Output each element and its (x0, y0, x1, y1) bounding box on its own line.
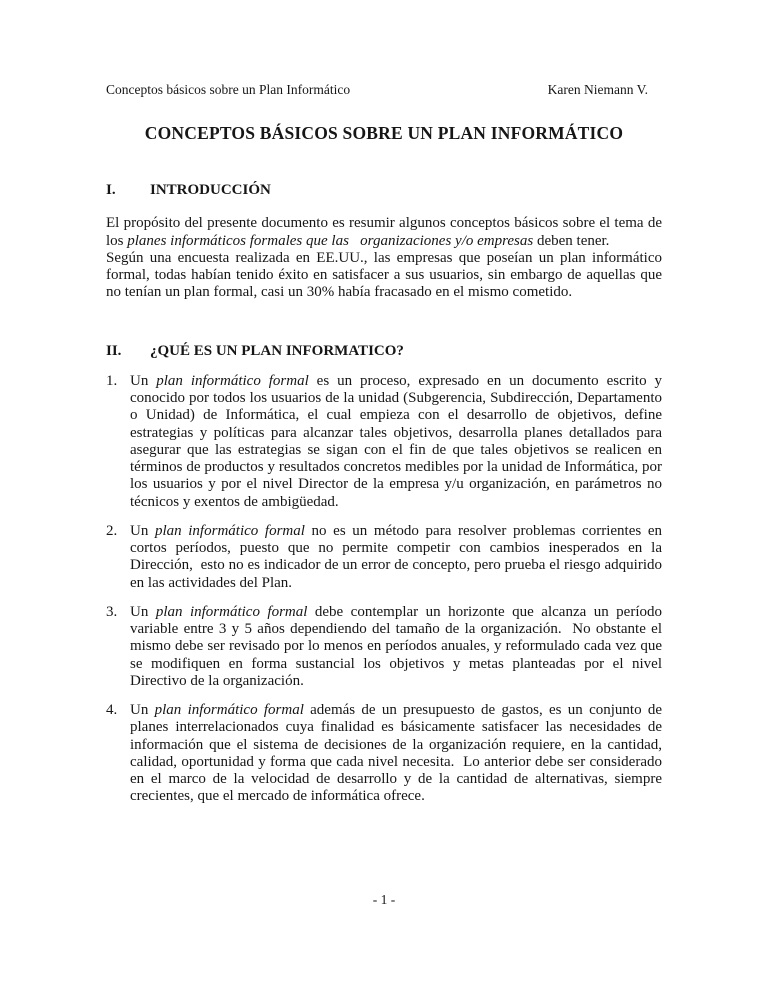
section-number: I. (106, 182, 116, 198)
numbered-item-2 (106, 523, 662, 592)
section-heading-que-es (106, 343, 662, 360)
running-header-title: Conceptos básicos sobre un Plan Informático (106, 82, 351, 97)
running-header-author: Karen Niemann V. (547, 82, 648, 97)
item-number: 4. (106, 702, 118, 718)
document-title: CONCEPTOS BÁSICOS SOBRE UN PLAN INFORMÁTICO (144, 123, 624, 143)
item-number: 2. (106, 522, 118, 539)
section-number: II. (106, 342, 122, 359)
page-number: - 1 - (372, 892, 396, 907)
item-text: Un plan informático formal no es un método para resolver problemas corrientes en cortos períodos, puesto que no permite competir con cambios inesperados en la Dirección, esto no es indicador de un error de concepto, pero prueba el riesgo adquirido en las actividades del Plan. (130, 522, 662, 591)
section-title: ¿QUÉ ES UN PLAN INFORMATICO? (150, 342, 404, 359)
intro-paragraph-2: Según una encuesta realizada en EE.UU., las empresas que poseían un plan informático formal, todas habían tenido éxito en satisfacer a sus usuarios, sin embargo de aquellas que no tenían un plan formal, casi un 30% había fracasado en el mismo cometido. (106, 249, 662, 301)
section-introduccion (106, 182, 662, 302)
section-que-es-un-plan (106, 343, 662, 806)
item-text: Un plan informático formal es un proceso, expresado en un documento escrito y conocido por todos los usuarios de la unidad (Subgerencia, Subdirección, Departamento o Unidad) de Informática, el cual empieza con el desarrollo de objetivos, define estrategias y políticas para alcanzar tales objetivos, desarrolla planes detallados para asegurar que las estrategias se sigan con el fin de que tales objetivos se realicen en términos de productos y resultados concretos medibles por la unidad de Informática, por los usuarios y por el nivel Director de la empresa y/u organización, en parámetros no técnicos y exentos de ambigüedad. (130, 372, 662, 510)
numbered-item-3 (106, 604, 662, 690)
item-number: 1. (106, 372, 118, 389)
numbered-item-4 (106, 702, 662, 806)
item-number: 3. (106, 603, 118, 620)
section-heading-introduccion (106, 182, 662, 199)
page-content (106, 0, 662, 818)
running-header (106, 0, 662, 98)
section-title: INTRODUCCIÓN (150, 182, 271, 198)
item-text: Un plan informático formal además de un presupuesto de gastos, es un conjunto de planes interrelacionados cuya finalidad es básicamente satisfacer las necesidades de información que el sistema de decisiones de la organización requiere, en la cantidad, calidad, oportunidad y forma que cada nivel necesita. Lo anterior debe ser considerado en el marco de la velocidad de desarrollo y de la cantidad de alternativas, siempre crecientes, que el mercado de informática ofrece. (130, 702, 663, 805)
numbered-item-1 (106, 373, 662, 511)
intro-paragraph-1: El propósito del presente documento es resumir algunos conceptos básicos sobre el tema de los planes informáticos formales que las organizaciones y/o empresas deben tener. (106, 215, 662, 249)
item-text: Un plan informático formal debe contemplar un horizonte que alcanza un período variable entre 3 y 5 años dependiendo del tamaño de la organización. No obstante el mismo debe ser revisado por lo menos en períodos anuales, y reformulado cada vez que se modifiquen en forma sustancial los objetivos y metas planteadas por el nivel Directivo de la organización. (130, 603, 663, 689)
